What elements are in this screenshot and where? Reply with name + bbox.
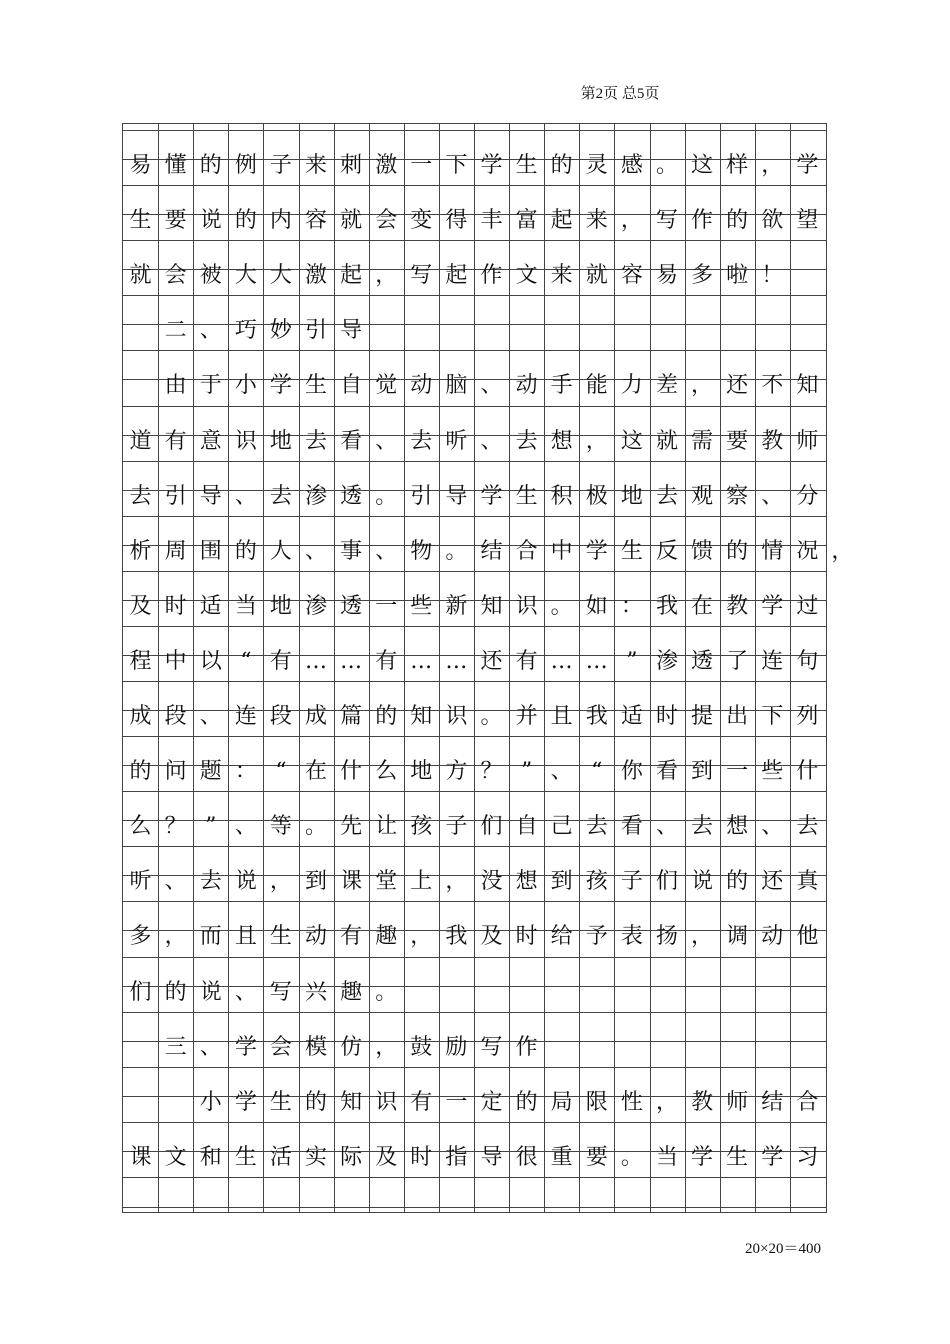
text-line: 道 有 意 识 地 去 看 、 去 听 、 去 想 ， 这 就 需 要 教 师 [129,428,819,454]
text-line: 课 文 和 生 活 实 际 及 时 指 导 很 重 要 。 当 学 生 学 习 [129,1144,819,1170]
manuscript-text [123,124,854,1212]
text-line: 成 段 、 连 段 成 篇 的 知 识 。 并 且 我 适 时 提 出 下 列 [129,704,819,729]
text-line: 去 引 导 、 去 渗 透 。 引 导 学 生 积 极 地 去 观 察 、 分 [129,483,819,509]
text-line: 小 学 生 的 知 识 有 一 定 的 局 限 性 ， 教 师 结 合 [199,1089,819,1115]
text-line: 生 要 说 的 内 容 就 会 变 得 丰 富 起 来 ， 写 作 的 欲 望 [129,208,819,234]
text-line: 及 时 适 当 地 渗 透 一 些 新 知 识 。 如 ： 我 在 教 学 过 [129,593,819,619]
text-line: 的 问 题 ： “ 在 什 么 地 方 ？ ” 、 “ 你 看 到 一 些 什 [129,759,819,785]
text-line: 易 懂 的 例 子 来 刺 激 一 下 学 生 的 灵 感 。 这 样 ， 学 [129,153,819,178]
text-line: 们 的 说 、 写 兴 趣 。 [129,979,398,1005]
page-number-header: 第2页 总5页 [580,86,660,102]
grid-capacity-footer: 20×20＝400 [745,1241,821,1257]
text-line: 二 、 巧 妙 引 导 [164,318,363,344]
text-line: 由 于 小 学 生 自 觉 动 脑 、 动 手 能 力 差 ， 还 不 知 [164,373,819,399]
text-line: 么 ？ ” 、 等 。 先 让 孩 子 们 自 己 去 看 、 去 想 、 去 [129,814,819,840]
text-line: 程 中 以 “ 有 … … 有 … … 还 有 … … ” 渗 透 了 连 句 [129,648,819,674]
text-line: 多 ， 而 且 生 动 有 趣 ， 我 及 时 给 予 表 扬 ， 调 动 他 [129,924,819,950]
text-line: 听 、 去 说 ， 到 课 堂 上 ， 没 想 到 孩 子 们 说 的 还 真 [129,869,819,895]
manuscript-grid [122,123,854,1213]
text-line: 三 、 学 会 模 仿 ， 鼓 励 写 作 [164,1034,538,1060]
text-line: 析 周 围 的 人 、 事 、 物 。 结 合 中 学 生 反 馈 的 情 况 ， [129,538,854,564]
text-line: 就 会 被 大 大 激 起 ， 写 起 作 文 来 就 容 易 多 啦 ！ [129,263,784,289]
